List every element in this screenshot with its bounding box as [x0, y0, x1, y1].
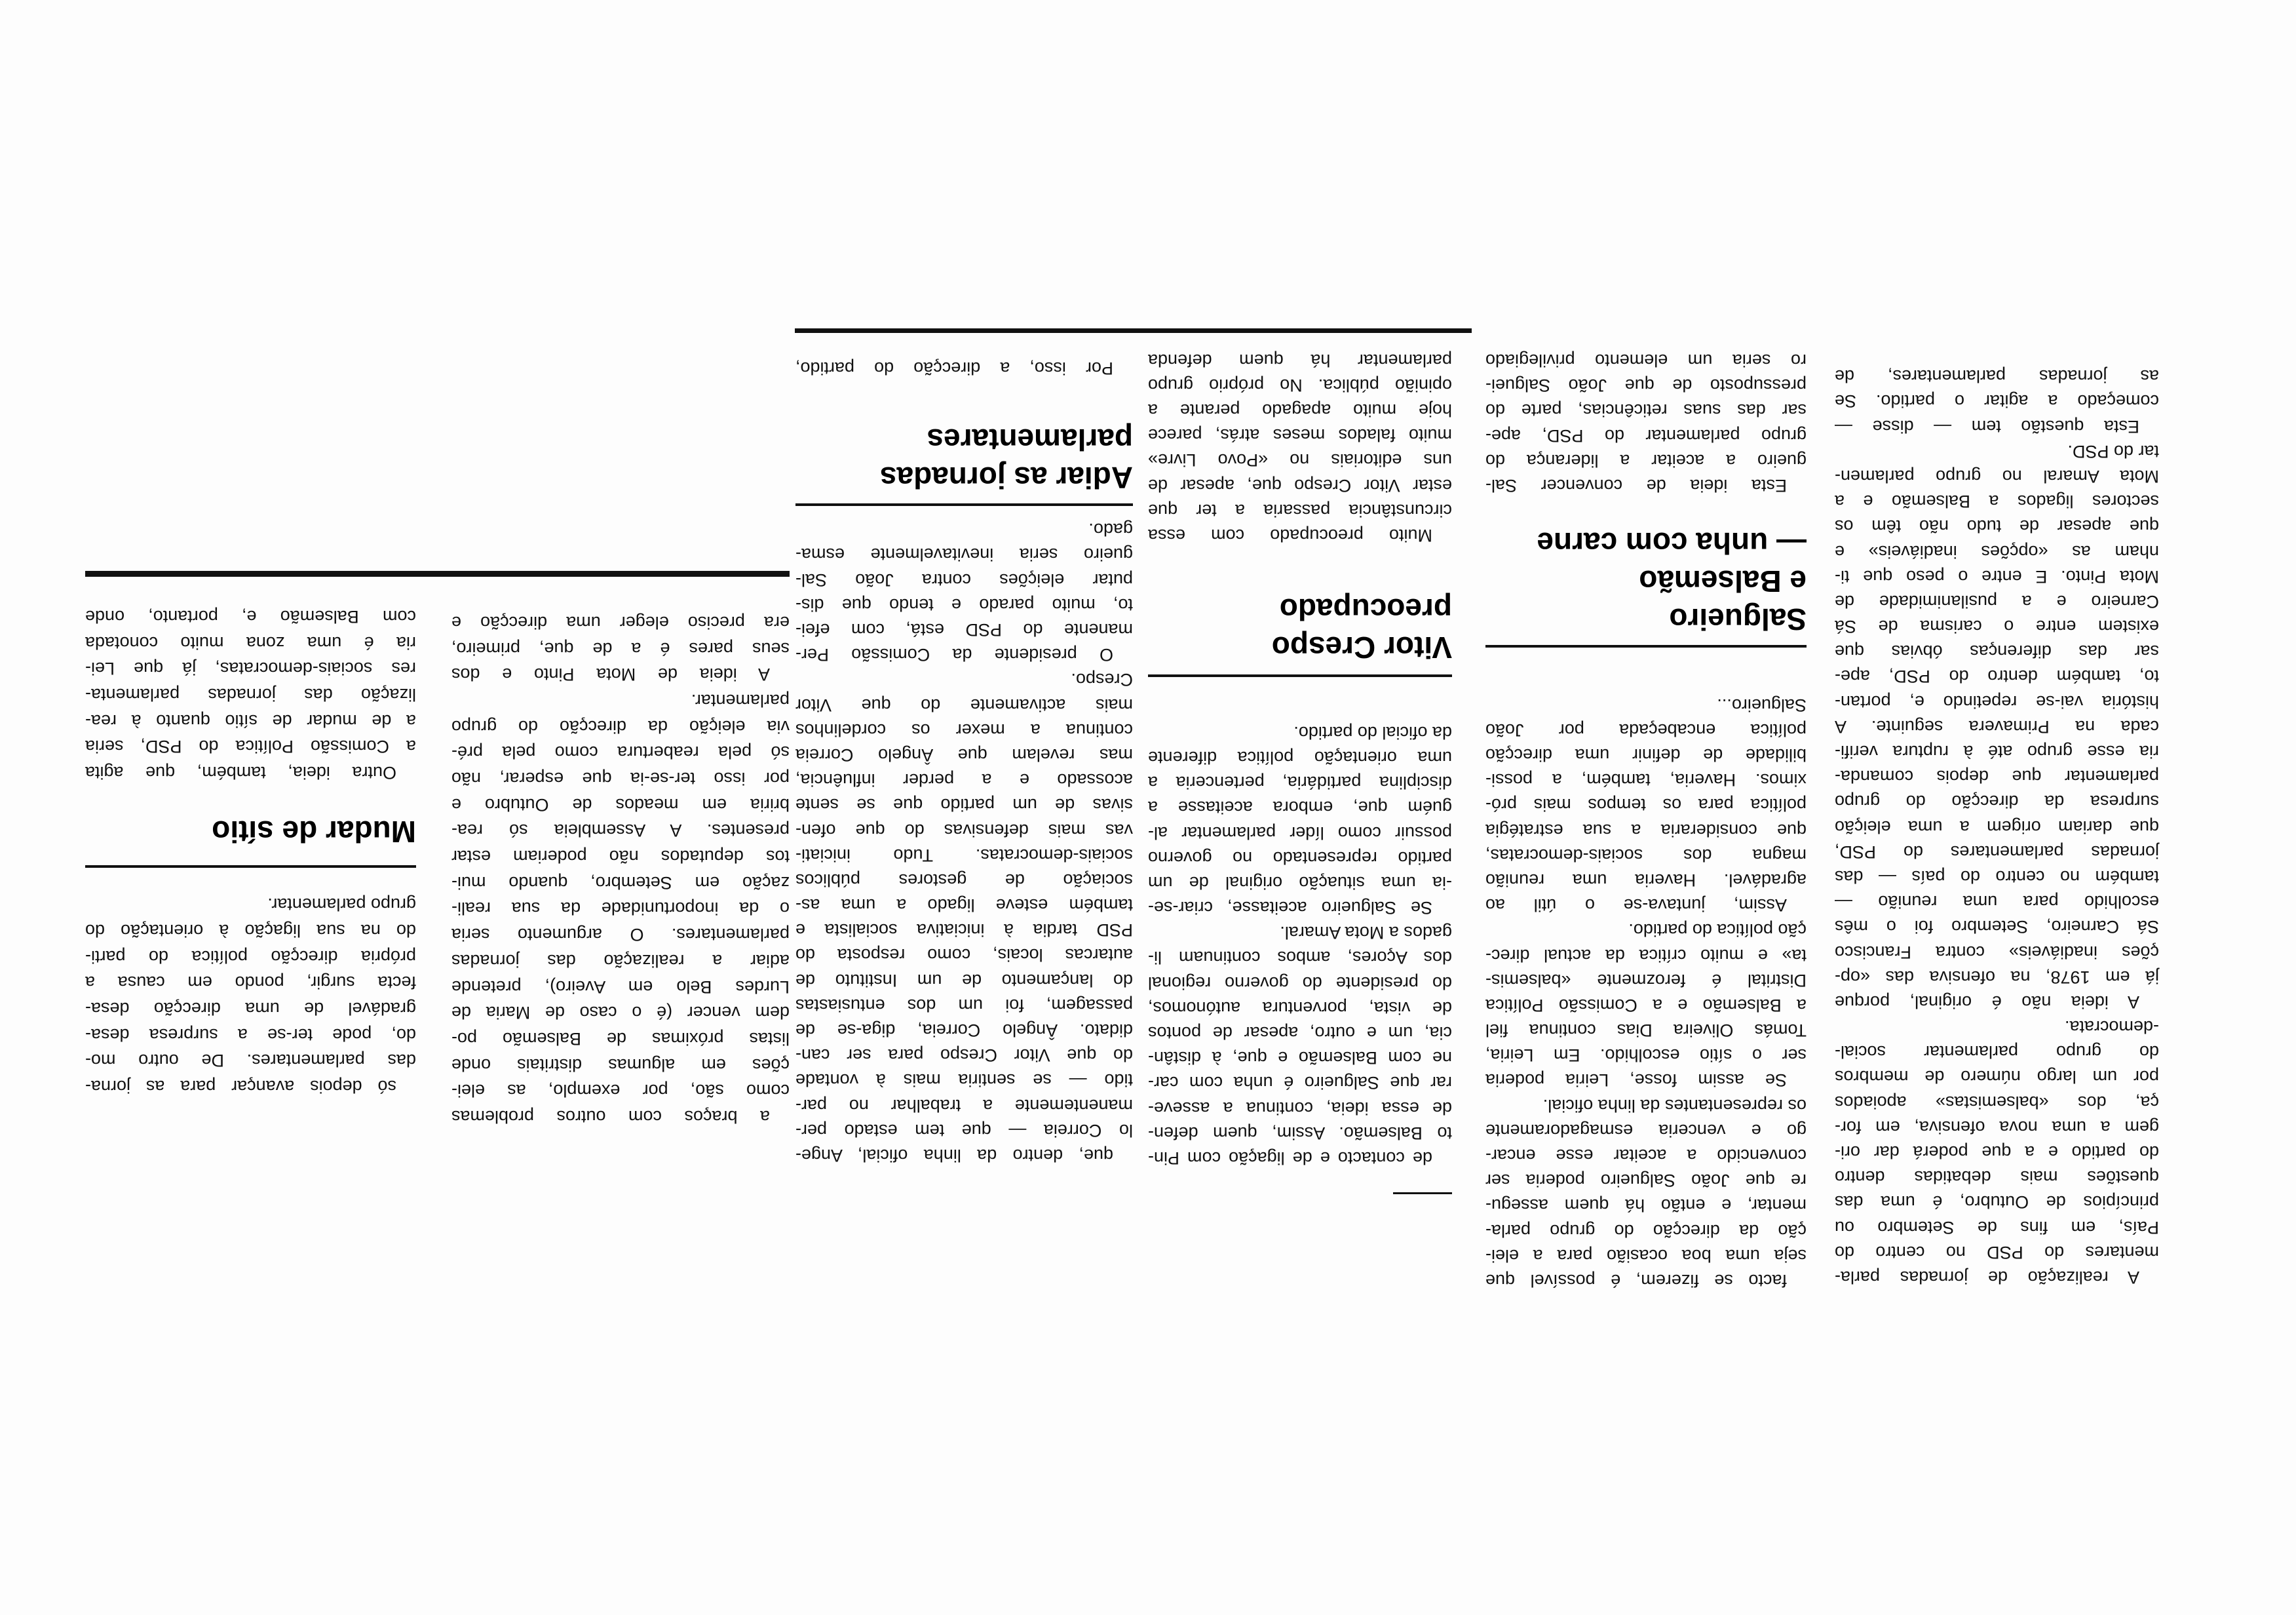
text-line: dem vencer (é o caso de Maria de [451, 1003, 790, 1023]
text-line: ções em algumas distritais onde [451, 1055, 790, 1075]
text-line: que dariam origem a uma eleição [1835, 817, 2159, 837]
text-line: de contacto e de ligação com Pin- [1148, 1148, 1432, 1168]
headline-line: Adiar as jornadas [879, 461, 1133, 495]
text-line: lo Correia — que tem estado per- [795, 1120, 1133, 1140]
text-line: que consideraria a sua estratégia [1485, 820, 1807, 840]
text-line: magna dos sociais-democratas, [1485, 845, 1807, 865]
text-line: jornadas parlamentares do PSD, [1835, 842, 2159, 862]
text-line: tido — se sentiria mais à vontade [795, 1070, 1133, 1091]
text-line: ção da direcção do grupo parla- [1485, 1220, 1807, 1241]
column-3-continued [1148, 348, 1452, 549]
text-line: era preciso eleger uma direcção e [451, 612, 790, 632]
column-4-continued [795, 356, 1133, 381]
text-line: to Balsemão. Assim, quem defen- [1148, 1123, 1452, 1143]
text-line: disciplina partidária, pertenceria a [1148, 773, 1452, 793]
text-line: hoje muito apagado perante a [1148, 400, 1452, 421]
text-line: Sá Carneiro, Setembro foi o mês [1835, 917, 2159, 937]
text-line: do na sua ligação à orientação do [85, 920, 416, 941]
text-line: parlamentares. O argumento seria [451, 925, 790, 945]
text-line: só depois avançar para as jorna- [85, 1077, 396, 1097]
headline-rule [795, 503, 1133, 506]
text-line: a Balsemão e a Comissão Política [1485, 995, 1807, 1015]
text-line: seja uma boa ocasião para a elei- [1485, 1245, 1807, 1266]
text-line: estar Vitor Crespo que, apesar de [1148, 475, 1452, 496]
headline-line: Vitor Crespo [1271, 631, 1452, 665]
text-line: sivas de um partido que se sente [795, 795, 1133, 815]
text-line: gado. [1088, 520, 1133, 540]
headline-line: Mudar de sítio [212, 815, 416, 849]
column-5-body [451, 609, 790, 1129]
headline-rule [1485, 645, 1807, 648]
text-line: de vista, porventura autónomos, [1148, 998, 1452, 1018]
text-line: ser o sítio escolhido. Em Leiria, [1485, 1045, 1807, 1066]
text-line: ta» e muito crítica da actual direc- [1485, 945, 1807, 965]
headline-line: parlamentares [927, 423, 1133, 457]
text-line: opinião pública. No próprio grupo [1148, 375, 1452, 395]
text-line: acossado e a perder influência, [795, 770, 1133, 790]
text-line: gueiro seria inevitavelmente esma- [795, 545, 1133, 565]
text-line: uns editoriais no «Povo Livre» [1148, 450, 1452, 471]
text-line: grupo parlamentar do PSD, ape- [1485, 425, 1807, 446]
text-line: também no centro do país — das [1835, 867, 2159, 887]
text-line: a Comissão Política do PSD, seria [85, 737, 416, 757]
text-line: do que Vitor Crespo para ser can- [795, 1045, 1133, 1066]
text-line: ções inadiáveis» contra Francisco [1835, 942, 2159, 962]
text-line: ro seria um elemento privilegiado [1485, 351, 1807, 371]
text-line: vas mais defensivas do que ofen- [795, 820, 1133, 840]
text-line: to, também dentro do PSD, ape- [1835, 667, 2159, 687]
text-line: a braços com outros problemas [451, 1107, 770, 1127]
text-line: ne com Balsemão e que, à distân- [1148, 1048, 1452, 1068]
headline-line: — unha com carne [1537, 526, 1807, 560]
text-line: A ideia de Mota Pinto e dos [451, 665, 770, 685]
text-line: também esteve ligado a uma as- [795, 895, 1133, 916]
text-line: sociação de gestores públicos [795, 870, 1133, 890]
text-line: tar do PSD. [2067, 441, 2159, 461]
headline-salgueiro [1537, 524, 1807, 638]
text-line: autarcas locais, como resposta do [795, 945, 1133, 965]
text-line: Lurdes Belo em Aveiro), pretende [451, 977, 790, 997]
text-line: sar das suas reticências, parte do [1485, 400, 1807, 421]
text-line: adiar a realização das jornadas [451, 950, 790, 971]
column-6-body [85, 891, 416, 1100]
text-line: do presidente do governo regional [1148, 973, 1452, 993]
text-line: mas revelam que Ângelo Correia [795, 745, 1133, 765]
text-line: listas próximas de Balsemão po- [451, 1028, 790, 1049]
text-line: PSD tardia à iniciativa socialista e [795, 920, 1133, 941]
text-line: gueiro a aceitar a liderança do [1485, 450, 1807, 471]
text-line: do grupo parlamentar social- [1835, 1042, 2159, 1062]
text-line: história vai-se repetindo e, portan- [1835, 691, 2159, 712]
text-line: nham as «opções inadiáveis» e [1835, 541, 2159, 562]
headline-adiar-jornadas [880, 421, 1133, 497]
text-line: muito falados meses atrás, parece [1148, 425, 1452, 446]
text-line: putar eleições contra João Sal- [795, 570, 1133, 590]
text-line: -democrata. [2064, 1017, 2159, 1038]
text-line: -ia uma situação original de um [1148, 872, 1452, 893]
text-line: ria é uma zona muito conotada [85, 632, 416, 653]
text-line: fecta surgir, pondo em causa a [85, 973, 416, 993]
text-line: A realização de jornadas parla- [1835, 1268, 2139, 1287]
text-line: Por isso, a direcção do partido, [795, 359, 1113, 378]
text-line: Mota Pinto. E entre o peso que ti- [1835, 566, 2159, 587]
text-line: o da inoportunidade da sua reali- [451, 899, 790, 919]
text-line: zação em Setembro, quando mui- [451, 872, 790, 893]
text-line: uma orientação política diferente [1148, 748, 1452, 768]
text-line: existem entre o carisma de Sá [1835, 617, 2159, 637]
column-2-continued [1485, 348, 1807, 498]
text-line: Assim, juntava-se o útil ao [1485, 895, 1787, 916]
section-rule [795, 328, 1472, 333]
text-line: com Balsemão e, portanto, onde [85, 606, 416, 627]
text-line: Se Salgueiro aceitasse, criar-se- [1148, 898, 1432, 918]
text-line: cia, um e outro, apesar de pontos [1148, 1023, 1452, 1043]
column-2-body [1485, 693, 1807, 1294]
text-line: surpresa da direcção do grupo [1835, 792, 2159, 812]
text-line: via eleição da direcção do grupo [451, 716, 790, 737]
text-line: res sociais-democratas, já que Lei- [85, 659, 416, 679]
text-line: manentemente a trabalhar no par- [795, 1095, 1133, 1116]
text-line: política para os tempos mais pró- [1485, 795, 1807, 815]
headline-vitor-crespo [1272, 591, 1452, 667]
text-line: tos deputados não poderiam estar [451, 847, 790, 867]
text-line: Carneiro e a pusilanimidade de [1835, 591, 2159, 612]
text-line: gados a Mota Amaral. [1280, 923, 1452, 943]
text-line: circunstância passaria a ter que [1148, 500, 1452, 520]
text-line: possuir como líder parlamentar al- [1148, 823, 1452, 843]
text-line: escolhido para uma reunião — [1835, 892, 2159, 912]
text-line: Mota Amaral no grupo parlamen- [1835, 467, 2159, 486]
text-line: Crespo. [1071, 670, 1133, 690]
text-line: parlamentar há quem defenda [1148, 350, 1452, 370]
text-line: guém que, embora aceitasse a [1148, 798, 1452, 818]
text-line: agradável. Haveria uma reunião [1485, 870, 1807, 890]
headline-rule [1148, 674, 1452, 677]
text-line: das parlamentares. De outro mo- [85, 1051, 416, 1071]
column-3-body [1148, 720, 1452, 1171]
text-line: parlamentar que depois comanda- [1835, 767, 2159, 787]
text-line: começado a agitar o partido. Se [1835, 391, 2159, 412]
text-line: de essa ideia, continua a asseve- [1148, 1098, 1452, 1118]
text-line: do lançamento de um Instituto de [795, 970, 1133, 990]
headline-mudar-de-sitio [212, 813, 416, 851]
text-line: mais activamente do que Vitor [795, 695, 1133, 715]
text-line: passagem, foi um dos entusiastas [795, 995, 1133, 1015]
text-line: go e venceria esmagadoramente [1485, 1120, 1807, 1140]
text-line: Esta questão tem — disse — [1835, 416, 2139, 437]
text-line: as jornadas parlamentares, de [1835, 366, 2159, 387]
text-line: que apesar de tudo não têm os [1835, 516, 2159, 537]
text-line: seus pares é a de que, primeiro, [451, 638, 790, 659]
text-line: gradável de uma direcção desa- [85, 998, 416, 1019]
text-line: Tomás Oliveira Dias continua fiel [1485, 1021, 1807, 1041]
section-rule [85, 571, 790, 577]
text-line: sociais-democratas. Tudo iniciati- [795, 845, 1133, 865]
text-line: re que João Salgueiro poderia ser [1485, 1171, 1807, 1191]
text-line: partido representado no governo [1148, 847, 1452, 868]
text-line: manente do PSD está, com efei- [795, 620, 1133, 640]
text-line: ção política do partido. [1628, 920, 1807, 941]
text-line: só pela reabertura como pela pré- [451, 743, 790, 763]
headline-line: e Balsemão [1639, 564, 1807, 598]
text-line: facto se fizerem, é possível que [1485, 1271, 1787, 1291]
text-line: Muito preocupado com essa [1148, 526, 1432, 545]
text-line: parlamentar. [691, 691, 790, 710]
text-line: da oficial do partido. [1293, 722, 1452, 743]
text-line: a de mudar de sítio quanto à rea- [85, 710, 416, 731]
text-line: pressuposto de que João Salguei- [1485, 376, 1807, 396]
text-line: to, muito parado e tendo que dis- [795, 594, 1133, 615]
text-line: ça, dos «balsemistas» apoiados [1835, 1092, 2159, 1112]
text-line: mentares do PSD no centro do [1835, 1242, 2159, 1262]
text-line: Esta ideia de convencer Sal- [1485, 476, 1787, 496]
short-rule [1393, 1192, 1452, 1194]
text-line: Outra ideia, também, que agita [85, 763, 396, 783]
text-line: sectores ligados a Balsemão e a [1835, 492, 2159, 512]
text-line: didato. Ângelo Correia, diga-se de [795, 1021, 1133, 1041]
text-line: convencido a aceitar esse encar- [1485, 1146, 1807, 1166]
text-line: rar que Salgueiro é unha com car- [1148, 1073, 1452, 1093]
text-line: do, pode ter-se a surpresa desa- [85, 1024, 416, 1045]
text-line: O presidente da Comissão Per- [795, 645, 1113, 665]
text-line: que, dentro da linha oficial, Ange- [795, 1146, 1113, 1165]
text-line: mentar, e então há quem assegu- [1485, 1196, 1807, 1216]
text-line: Se assim fosse, Leiria poderia [1485, 1070, 1787, 1091]
text-line: bilidade de definir uma direcção [1485, 745, 1807, 766]
text-line: presentes. A Assembleia só rea- [451, 821, 790, 841]
text-line: ximos. Haveria, também, a possi- [1485, 770, 1807, 790]
text-line: sar das diferenças óbvias que [1835, 642, 2159, 662]
text-line: Distrital é ferozmente «balsemis- [1485, 970, 1807, 990]
text-line: questões mais debatidas dentro [1835, 1167, 2159, 1188]
column-4-body [795, 517, 1133, 1168]
text-line: dos Açores, ambos continuam li- [1148, 948, 1452, 968]
text-line: já em 1978, na ofensiva das «op- [1835, 967, 2159, 987]
text-line: lização das jornadas parlamenta- [85, 684, 416, 705]
text-line: por isso ter-se-ia que esperar, não [451, 769, 790, 789]
text-line: Salgueiro... [1717, 695, 1807, 715]
text-line: princípios de Outubro, é uma das [1835, 1192, 2159, 1213]
text-line: por um largo número de membros [1835, 1067, 2159, 1087]
text-line: cada na Primavera seguinte. A [1835, 716, 2159, 737]
column-6-continued [85, 603, 416, 785]
text-line: ria esse grupo até à ruptura verifi- [1835, 742, 2159, 762]
headline-line: preocupado [1279, 593, 1452, 627]
text-line: grupo parlamentar. [267, 895, 416, 915]
headline-line: Salgueiro [1669, 602, 1807, 636]
text-line: como são, por exemplo, as elei- [451, 1081, 790, 1101]
text-line: briria em meados de Outubro e [451, 794, 790, 815]
text-line: do partido e a que poderá dar ori- [1835, 1142, 2159, 1163]
text-line: política encabeçada por João [1485, 720, 1807, 740]
column-1-body [1835, 364, 2159, 1290]
text-line: continua a mexer os cordelinhos [795, 720, 1133, 740]
text-line: os representantes da linha oficial. [1542, 1095, 1807, 1116]
text-line: A ideia não é original, porque [1835, 992, 2139, 1012]
headline-rule [85, 865, 416, 868]
text-line: gem a uma nova ofensiva, em for- [1835, 1117, 2159, 1137]
text-line: País, em fins de Setembro ou [1835, 1217, 2159, 1237]
text-line: própria direcção política do parti- [85, 946, 416, 967]
